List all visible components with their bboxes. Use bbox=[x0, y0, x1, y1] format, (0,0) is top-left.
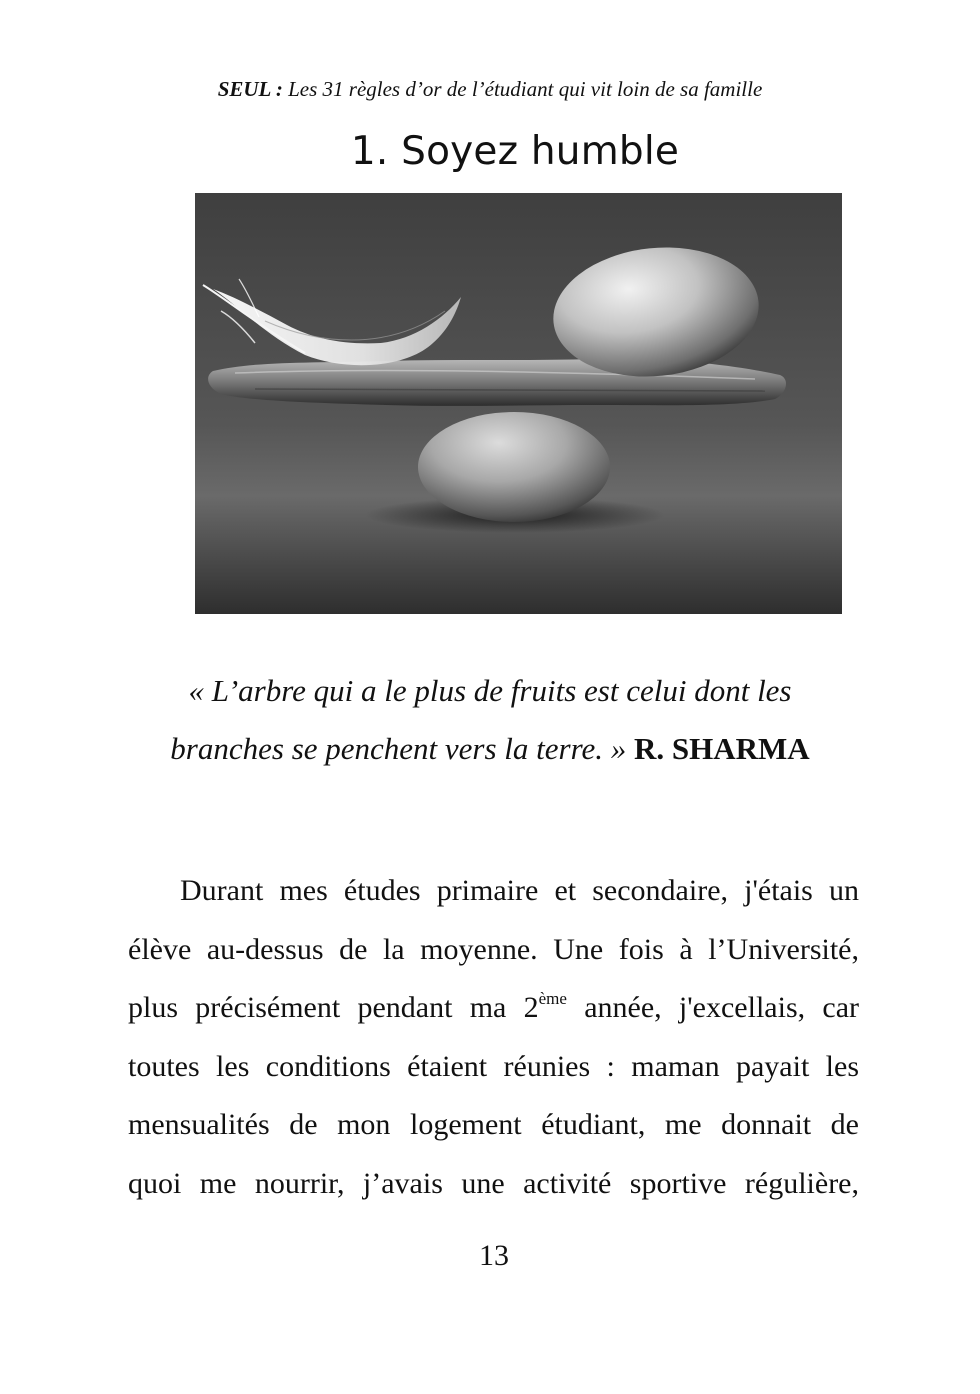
epigraph-quote-line-1: « L’arbre qui a le plus de fruits est celui dont les bbox=[188, 673, 792, 708]
body-line-3-end: année, j'excellais, car bbox=[584, 991, 859, 1024]
body-line-2: élève au-dessus de la moyenne. Une fois à l’Université, bbox=[128, 932, 859, 966]
book-subtitle: Les 31 règles d’or de l’étudiant qui vit loin de sa famille bbox=[288, 77, 763, 101]
book-title: SEUL : bbox=[217, 77, 283, 101]
feather-and-stones-photo bbox=[195, 193, 842, 614]
body-line-3-start: plus précisément pendant ma 2 bbox=[128, 991, 539, 1024]
body-line-3 bbox=[128, 979, 859, 1038]
page-number: 13 bbox=[479, 1239, 509, 1272]
body-line-4: toutes les conditions étaient réunies : maman payait les bbox=[128, 1049, 859, 1083]
epigraph bbox=[120, 662, 860, 778]
running-header bbox=[0, 74, 980, 104]
epigraph-quote-line-2: branches se penchent vers la terre. » bbox=[170, 731, 627, 766]
ordinal-superscript: ème bbox=[538, 989, 567, 1008]
body-paragraph bbox=[128, 862, 859, 1213]
epigraph-author: R. SHARMA bbox=[634, 731, 810, 766]
chapter-title: 1. Soyez humble bbox=[350, 129, 680, 174]
body-line-5: mensualités de mon logement étudiant, me donnait de bbox=[128, 1108, 859, 1141]
body-line-1: Durant mes études primaire et secondaire, j'étais un bbox=[180, 874, 859, 907]
body-line-6: quoi me nourrir, j’avais une activité sportive régulière, bbox=[128, 1166, 859, 1200]
